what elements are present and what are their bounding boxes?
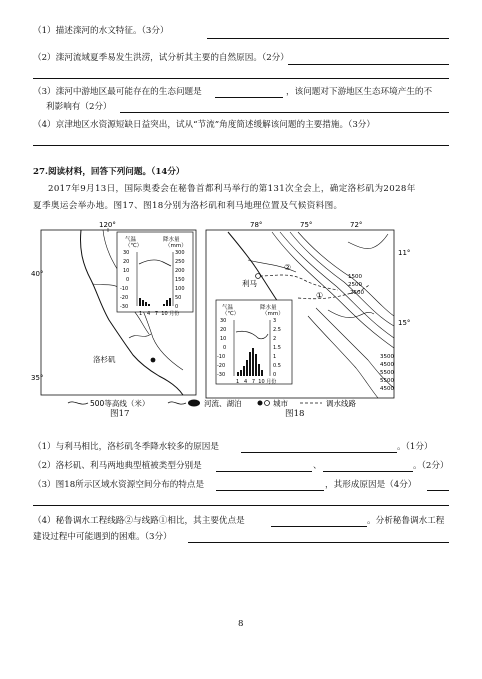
answer-line[interactable] — [288, 64, 449, 65]
route-1-label: ① — [316, 291, 324, 300]
q27-sub4-b: 。分析秘鲁调水工程 — [367, 516, 445, 526]
svg-text:（℃）: （℃） — [222, 311, 240, 317]
longitude-label: 75° — [300, 221, 313, 229]
svg-text:3500: 3500 — [380, 354, 394, 360]
latitude-label: 40° — [31, 270, 44, 278]
answer-line[interactable] — [33, 505, 449, 506]
city-marker — [151, 358, 156, 363]
svg-text:-30: -30 — [217, 372, 226, 378]
answer-blank[interactable] — [216, 490, 324, 491]
svg-text:10: 10 — [123, 268, 130, 274]
svg-text:2.5: 2.5 — [273, 327, 281, 333]
svg-text:2500: 2500 — [348, 282, 362, 288]
q27-title: 27.阅读材料，回答下列问题。（14分） — [33, 167, 185, 177]
route-2-label: ② — [284, 263, 292, 272]
svg-text:-10: -10 — [217, 354, 226, 360]
svg-text:2500: 2500 — [350, 290, 364, 296]
svg-text:-30: -30 — [120, 304, 129, 310]
svg-text:1 4 7 10 月份: 1 4 7 10 月份 — [139, 311, 180, 317]
answer-line[interactable] — [188, 542, 449, 543]
q27-para2: 夏季奥运会举办地。图17、图18分别为洛杉矶和利马地理位置及气候资料图。 — [33, 201, 343, 211]
q27-sub1-b: 。（1分） — [397, 442, 433, 452]
svg-text:气温: 气温 — [222, 305, 234, 311]
city-label: 利马 — [242, 279, 257, 288]
svg-text:0: 0 — [126, 277, 130, 283]
q27-sub3-b: ，其形成原因是（4分） — [325, 480, 417, 490]
longitude-label: 78° — [250, 221, 263, 229]
answer-line[interactable] — [120, 112, 449, 113]
svg-text:（mm）: （mm） — [262, 311, 284, 317]
svg-text:河流、湖泊: 河流、湖泊 — [204, 399, 242, 408]
answer-blank[interactable] — [216, 471, 312, 472]
svg-text:20: 20 — [220, 327, 227, 333]
answer-line[interactable] — [33, 145, 449, 146]
svg-text:1.5: 1.5 — [273, 345, 281, 351]
svg-text:100: 100 — [175, 286, 185, 292]
svg-text:0: 0 — [175, 304, 179, 310]
q27-sub2-b: 、 — [313, 461, 322, 471]
answer-blank[interactable] — [215, 97, 283, 98]
svg-text:1: 1 — [273, 354, 277, 360]
figure-18-map — [198, 220, 448, 410]
answer-blank[interactable] — [271, 526, 367, 527]
svg-text:-20: -20 — [217, 363, 226, 369]
svg-text:250: 250 — [175, 259, 185, 265]
svg-text:10: 10 — [220, 336, 227, 342]
svg-text:30: 30 — [123, 250, 130, 256]
svg-text:4500: 4500 — [380, 362, 394, 368]
svg-text:200: 200 — [175, 268, 185, 274]
answer-line[interactable] — [427, 490, 449, 491]
svg-text:调水线路: 调水线路 — [326, 399, 356, 408]
svg-text:降水量: 降水量 — [163, 237, 180, 243]
q27-sub3-a: （3）图18所示区域水资源空间分布的特点是 — [33, 480, 205, 490]
svg-text:降水量: 降水量 — [260, 305, 277, 311]
figure-17-map — [33, 220, 199, 410]
q26-sub3-c: 利影响有（2分） — [46, 102, 112, 112]
figure-18-caption: 图18 — [285, 409, 305, 419]
q27-sub1-a: （1）与利马相比，洛杉矶冬季降水较多的原因是 — [33, 442, 219, 452]
svg-text:1500: 1500 — [348, 274, 362, 280]
longitude-label: 120° — [99, 221, 116, 229]
svg-text:1 4 7 10 月份: 1 4 7 10 月份 — [236, 379, 277, 385]
svg-text:300: 300 — [175, 250, 185, 256]
svg-text:0.5: 0.5 — [273, 363, 281, 369]
svg-text:2: 2 — [273, 336, 277, 342]
q26-sub3-b: ，该问题对下游地区生态环境产生的不 — [286, 87, 433, 97]
city-label: 洛杉矶 — [93, 355, 116, 364]
city-marker — [256, 274, 261, 279]
answer-blank[interactable] — [323, 471, 413, 472]
svg-text:-10: -10 — [120, 286, 129, 292]
svg-text:5500: 5500 — [380, 370, 394, 376]
svg-text:（℃）: （℃） — [125, 243, 143, 249]
q26-sub2: （2）滦河流域夏季易发生洪涝，试分析其主要的自然原因。（2分） — [33, 53, 289, 63]
page-number: 8 — [238, 619, 244, 629]
q27-sub2-c: 。（2分） — [413, 461, 449, 471]
answer-line[interactable] — [207, 38, 449, 39]
svg-text:5500: 5500 — [380, 378, 394, 384]
svg-text:0: 0 — [223, 345, 227, 351]
svg-text:3: 3 — [273, 318, 277, 324]
q26-sub3-a: （3）滦河中游地区最可能存在的生态问题是 — [33, 87, 202, 97]
svg-text:0: 0 — [273, 372, 277, 378]
svg-text:50: 50 — [175, 295, 182, 301]
q26-sub1: （1）描述滦河的水文特征。（3分） — [33, 26, 169, 36]
svg-text:150: 150 — [175, 277, 185, 283]
svg-text:4500: 4500 — [380, 386, 394, 392]
figure-17-caption: 图17 — [110, 409, 130, 419]
latitude-label: 11° — [398, 249, 411, 257]
map-legend — [66, 396, 446, 410]
q27-para1: 2017年9月13日，国际奥委会在秘鲁首都利马举行的第131次全会上，确定洛杉矶为2028年 — [48, 184, 416, 194]
svg-text:气温: 气温 — [125, 237, 137, 243]
svg-text:30: 30 — [220, 318, 227, 324]
q27-sub4-c: 建设过程中可能遇到的困难。（3分） — [33, 532, 172, 542]
svg-text:20: 20 — [123, 259, 130, 265]
q26-sub4: （4）京津地区水资源短缺日益突出，试从“节流”角度简述缓解该问题的主要措施。（3分） — [33, 120, 375, 130]
answer-blank[interactable] — [241, 452, 397, 453]
q27-sub4-a: （4）秘鲁调水工程线路②与线路①相比，其主要优点是 — [33, 516, 245, 526]
latitude-label: 15° — [398, 319, 411, 327]
svg-text:（mm）: （mm） — [165, 243, 187, 249]
q27-sub2-a: （2）洛杉矶、利马两地典型植被类型分别是 — [33, 461, 202, 471]
latitude-label: 35° — [31, 374, 44, 382]
svg-text:城市: 城市 — [273, 399, 288, 408]
svg-text:500等高线（米）: 500等高线（米） — [90, 399, 150, 408]
answer-line[interactable] — [33, 78, 449, 79]
longitude-label: 72° — [350, 221, 363, 229]
svg-text:-20: -20 — [120, 295, 129, 301]
